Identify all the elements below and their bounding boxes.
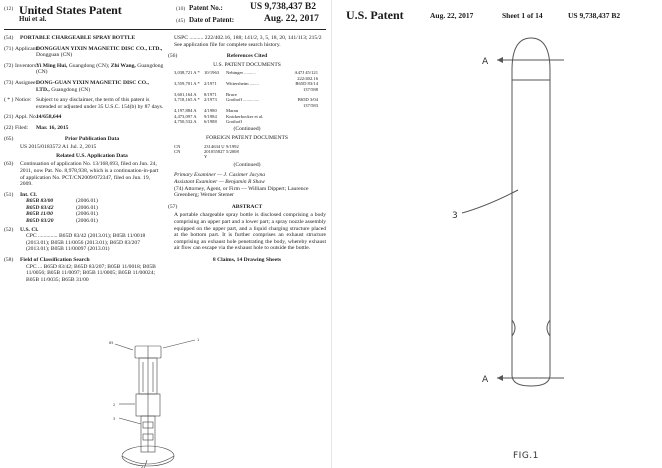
sheet-date: Aug. 22, 2017 xyxy=(430,11,474,20)
reference-num: 3,559,701 A * xyxy=(174,81,200,87)
thumb-label-3: 3 xyxy=(113,417,116,421)
assistant-examiner: Assistant Examiner — Benjamin R Shaw xyxy=(174,179,265,186)
filed-field xyxy=(4,125,164,132)
field-search-label: Field of Classification Search xyxy=(20,257,90,264)
title-field xyxy=(4,35,164,42)
filed-value: Mar. 16, 2015 xyxy=(36,124,69,131)
reference-cls: B65D 3/04 xyxy=(297,97,318,103)
patent-no-label: Patent No.: xyxy=(189,4,223,12)
field-num: (57) xyxy=(168,203,178,210)
reference-num: 3,718,165 A * xyxy=(174,97,200,103)
arrow-top xyxy=(497,57,503,63)
field-num: (22) xyxy=(4,124,14,131)
field-num: (65) xyxy=(4,135,14,142)
reference-cls: 222/402.16 xyxy=(297,75,318,81)
int-cl-class: B05B 11/00 xyxy=(26,211,53,218)
reference-num: 4,750,532 A xyxy=(174,119,197,125)
figure-1-drawing xyxy=(332,0,662,468)
reference-num: CN xyxy=(174,149,181,155)
uspc-text: USPC .......... 222/402.16, 188; 141/2, 3, 5, 18, 20, 141/113; 215/2 xyxy=(174,35,322,41)
field-num: (56) xyxy=(168,53,178,60)
field-num: (73) xyxy=(4,79,14,86)
date-value: Aug. 22, 2017 xyxy=(264,14,319,24)
field-num: (54) xyxy=(4,35,14,41)
reference-date: 9/1984 xyxy=(204,113,217,119)
field-num: (51) xyxy=(4,191,14,198)
reference-name: 9/1992 xyxy=(226,143,239,149)
int-cl-class: B05B 83/00 xyxy=(26,198,54,205)
label-3: 3 xyxy=(452,211,458,221)
notice-text: Subject to any disclaimer, the term of this patent is extended or adjusted under 35 U.S.C. 154(b) by 87 days. xyxy=(36,97,164,110)
thumb-label-65: 65 xyxy=(109,341,114,345)
field-label: Appl. No.: xyxy=(15,114,39,121)
reference-date: 10/1963 xyxy=(204,70,220,76)
reference-date: 4/1980 xyxy=(204,108,217,114)
prior-pub-row: US 2015/0183572 A1 Jul. 2, 2015 xyxy=(20,144,97,151)
int-cl-label: Int. Cl. xyxy=(20,191,37,198)
abstract-text: A portable chargeable spray bottle is disclosed comprising a body comprising an upper part and a lower part; a spray nozzle assembly equipped on the upper part, and a liquid charging structure placed at the bottom part. It is further comprises an exhaust structure comprising an exhaust hole penetrating the body, whereby exhaust air flow can escape via the exhaust hole to outside the bottle. xyxy=(174,212,326,252)
us-cl-label: U.S. Cl. xyxy=(20,226,39,233)
reference-num: 3,601,164 A xyxy=(174,92,197,97)
reference-num: 4,197,884 A xyxy=(174,108,197,114)
label-a-top: A xyxy=(482,57,489,67)
reference-num: 3,038,721 A * xyxy=(174,70,200,76)
code-45: (45) xyxy=(176,18,186,24)
prior-pub-field xyxy=(4,136,164,143)
assignee-place: Guangdong (CN) xyxy=(51,86,91,93)
see-application: See application file for complete search history. xyxy=(174,41,281,48)
reference-cls: B65D 83/14 xyxy=(295,81,318,87)
us-docs-list xyxy=(168,70,326,124)
patent-front-page xyxy=(0,0,330,468)
field-label: Notice: xyxy=(15,97,32,104)
appl-no-field xyxy=(4,114,164,121)
header-rule xyxy=(4,29,326,30)
reference-name: Nebinger .......... xyxy=(226,70,256,76)
thumb-label-2: 2 xyxy=(113,403,116,407)
field-num: (58) xyxy=(4,257,14,264)
field-search xyxy=(4,257,164,283)
int-cl-version: (2006.01) xyxy=(76,198,98,205)
reference-row xyxy=(174,149,326,160)
int-cl-row xyxy=(20,198,164,205)
field-search-text: CPC ... B65D 83/42; B65D 83/207; B05B 11/0018; B05B 11/0056; B05B 11/0097; B05B 11/0005; B05B 11/00024; B05B 11/0035; B65B 31/00 xyxy=(26,263,156,283)
int-cl-class: B05D 83/20 xyxy=(26,218,54,225)
reference-num: CN xyxy=(174,143,181,149)
reference-name: Wittersheim ........ xyxy=(226,81,259,87)
claims-summary: 8 Claims, 14 Drawing Sheets xyxy=(212,256,282,263)
continued-2: (Continued) xyxy=(233,161,261,168)
foreign-docs-title: FOREIGN PATENT DOCUMENTS xyxy=(205,135,289,142)
int-cl-version: (2006.01) xyxy=(76,211,98,218)
us-cl-field xyxy=(4,227,164,253)
int-cl-list xyxy=(20,198,164,224)
inventor-heading: Hui et al. xyxy=(19,15,47,23)
reference-num: 4,473,097 A xyxy=(174,113,197,119)
us-docs-title: U.S. PATENT DOCUMENTS xyxy=(213,61,281,68)
reference-cls: 137/588 xyxy=(302,86,318,92)
thumb-label-1: 1 xyxy=(197,338,200,342)
reference-cls xyxy=(278,149,318,160)
int-cl-field xyxy=(4,192,164,225)
abstract-title: ABSTRACT xyxy=(231,203,263,210)
date-label: Date of Patent: xyxy=(189,16,235,24)
label-a-bottom: A xyxy=(482,375,489,385)
assignee-name: DONG-GUAN YIXIN MAGNETIC DISC CO., LTD., xyxy=(36,79,149,93)
field-label: Assignee: xyxy=(15,79,38,86)
int-cl-version: (2006.01) xyxy=(76,204,98,211)
bottle-outline xyxy=(512,38,550,386)
foreign-docs-list xyxy=(168,144,326,160)
primary-examiner: Primary Examiner — J. Casimer Jacyna xyxy=(174,172,266,179)
field-label: Applicant: xyxy=(15,45,39,52)
sheet-patent-heading: U.S. Patent xyxy=(346,8,404,22)
reference-date: 8/1971 xyxy=(204,92,217,97)
reference-cls: A47J 45/121 xyxy=(294,70,318,76)
reference-name: Knickerbocker et al. xyxy=(226,113,264,119)
assignee-field xyxy=(4,80,164,93)
reference-cls xyxy=(278,119,318,124)
int-cl-version: (2006.01) xyxy=(76,218,98,225)
inventor-2: Zhi Wang, xyxy=(110,62,136,69)
field-num: (52) xyxy=(4,226,14,233)
related-title: Related U.S. Application Data xyxy=(56,152,128,159)
appl-no-value: 14/658,644 xyxy=(36,114,62,121)
field-num: ( * ) xyxy=(4,97,14,104)
left-column xyxy=(4,35,164,287)
references-field xyxy=(168,53,326,168)
applicant-field xyxy=(4,46,164,59)
reference-name: Grothoff xyxy=(226,119,242,125)
inventor-2-place: Guangdong (CN) xyxy=(36,62,164,76)
field-num: (71) xyxy=(4,45,14,52)
reference-name: Bruce xyxy=(226,92,237,97)
field-num: (72) xyxy=(4,62,14,69)
reference-date: 2/1971 xyxy=(204,81,217,87)
references-title: References Cited xyxy=(226,53,268,60)
inventors-field xyxy=(4,63,164,76)
int-cl-class: B05D 83/42 xyxy=(26,204,54,211)
continued-1: (Continued) xyxy=(233,126,261,133)
drawing-sheet xyxy=(331,0,662,468)
continuation-field xyxy=(4,161,164,187)
patent-no-value: US 9,738,437 B2 xyxy=(250,2,316,12)
reference-name: Grothoff .............. xyxy=(226,97,260,103)
representative-drawing xyxy=(105,332,225,468)
field-num: (21) xyxy=(4,114,14,121)
attorney: (74) Attorney, Agent, or Firm — William Dippert; Laurence Greenberg; Werner Stemer xyxy=(174,185,309,199)
continuation-text: Continuation of application No. 13/168,693, filed on Jun. 24, 2011, now Pat. No. 8,978,938, which is a continuation-in-part of application No. PCT/CN2009/072347, filed on Jun. 19, 2009. xyxy=(20,161,159,188)
sheet-number: Sheet 1 of 14 xyxy=(502,11,543,20)
applicant-name: DONGGUAN YIXIN MAGNETIC DISC CO., LTD., xyxy=(36,45,163,52)
reference-date: 6/1988 xyxy=(204,119,217,125)
figure-label: FIG.1 xyxy=(513,451,539,461)
code-12: (12) xyxy=(4,6,14,12)
reference-date: 201055827 Y xyxy=(204,149,225,160)
inventor-1: Yi Ming Hui, xyxy=(36,62,68,69)
int-cl-row xyxy=(20,218,164,225)
field-num: (63) xyxy=(4,161,14,168)
inventor-1-place: Guangdong (CN); xyxy=(68,62,110,69)
invention-title: PORTABLE CHARGEABLE SPRAY BOTTLE xyxy=(20,35,136,41)
reference-cls: 137/583 xyxy=(302,102,318,108)
patent-title-heading: United States Patent xyxy=(19,3,122,17)
reference-date: 2314634 U xyxy=(204,143,225,149)
abstract-field xyxy=(168,204,326,264)
right-column xyxy=(168,35,326,266)
reference-name: Maran xyxy=(226,108,238,114)
reference-name: 5/2008 xyxy=(226,149,239,155)
leader-3 xyxy=(462,190,518,213)
code-10: (10) xyxy=(176,6,186,12)
prior-pub-title: Prior Publication Data xyxy=(64,135,120,142)
notice-field xyxy=(4,97,164,110)
field-label: Inventors: xyxy=(15,62,38,69)
field-label: Filed: xyxy=(15,124,29,131)
arrow-bottom xyxy=(497,375,503,381)
applicant-place: Dongguan (CN) xyxy=(36,52,73,59)
us-cl-text: CPC .............. B65D 83/42 (2013.01); B05B 11/0018 (2013.01); B05B 11/0056 (2013.01); B65D 83/207 (2013.01); B05B 11/00097 (2013.01) xyxy=(26,233,146,253)
thumb-label-21: 21 xyxy=(141,465,146,468)
sheet-patent-no: US 9,738,437 B2 xyxy=(568,11,621,20)
reference-row xyxy=(174,119,326,124)
reference-date: 2/1973 xyxy=(204,97,217,103)
